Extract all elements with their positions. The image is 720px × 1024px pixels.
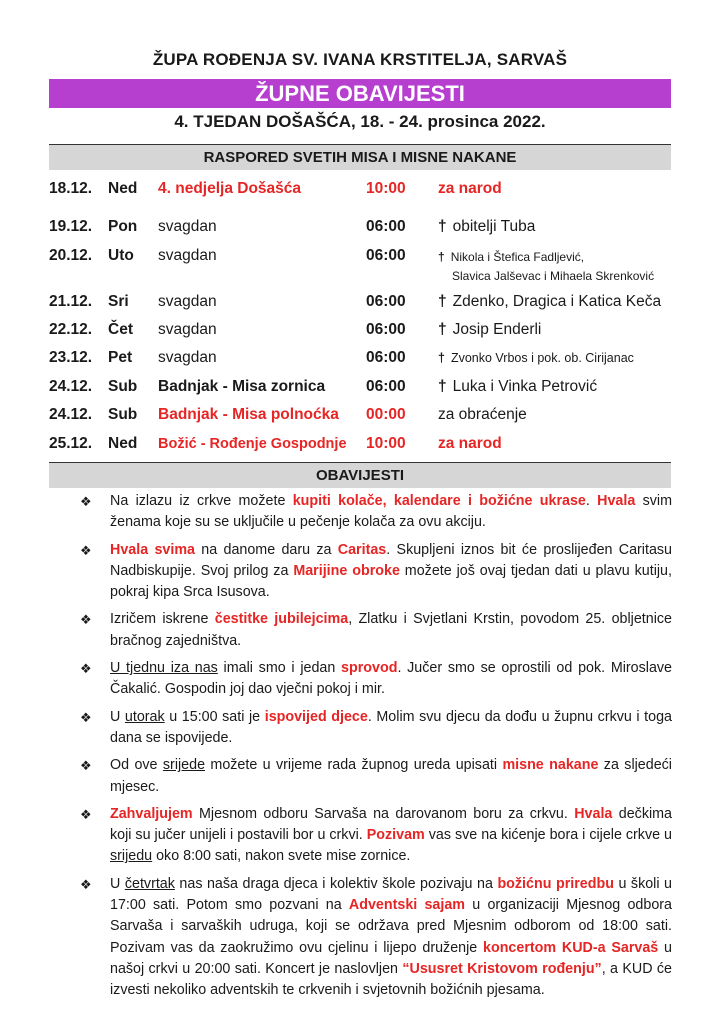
diamond-bullet-icon: ❖ <box>80 709 92 725</box>
mass-intention: † obitelji Tuba <box>438 218 536 235</box>
notice-item: ❖ Zahvaljujem Mjesnom odboru Sarvaša na darovanom boru za crkvu. Hvala dečkima koji su jučer unijeli i postavili bor u crkvi. Pozivam vas sve na kićenje bora i cijele crkve u srijedu oko 8:00 sati, nakon svete mise zornice. <box>80 805 672 865</box>
mass-intention: † Nikola i Štefica Fadljević, <box>438 250 585 264</box>
mass-date: 24.12. <box>49 378 93 395</box>
mass-time: 06:00 <box>366 247 406 264</box>
cross-icon: † <box>438 293 447 310</box>
mass-intention: † Zdenko, Dragica i Katica Keča <box>438 293 662 310</box>
mass-intention: za narod <box>438 435 502 452</box>
notice-item: ❖ Hvala svima na danome daru za Caritas. Skupljeni iznos bit će proslijeđen Caritasu Nadbiskupije. Svoj prilog za Marijine obroke možete još ovaj tjedan dati u plavu kutiju, pokraj kipa Srca Isusova. <box>80 541 672 601</box>
week-title: 4. TJEDAN DOŠAŠĆA, 18. - 24. prosinca 2022. <box>174 112 546 131</box>
mass-time: 10:00 <box>366 180 406 197</box>
mass-time: 00:00 <box>366 406 406 423</box>
mass-time: 06:00 <box>366 218 406 235</box>
mass-intention-continued: Slavica Jalševac i Mihaela Skrenković <box>452 269 655 283</box>
diamond-bullet-icon: ❖ <box>80 542 92 558</box>
mass-day: Sub <box>108 406 138 423</box>
diamond-bullet-icon: ❖ <box>80 876 92 892</box>
cross-icon: † <box>438 378 447 395</box>
mass-description: Božić - Rođenje Gospodnje <box>158 436 347 452</box>
notice-item: ❖ U utorak u 15:00 sati je ispovijed djece. Molim svu djecu da dođu u župnu crkvu i toga dana se ispovijede. <box>80 708 672 746</box>
cross-icon: † <box>438 321 447 338</box>
cross-icon: † <box>438 351 445 365</box>
mass-day: Ned <box>108 435 138 452</box>
mass-date: 23.12. <box>49 349 93 366</box>
notice-item: ❖ Na izlazu iz crkve možete kupiti kolače, kalendare i božićne ukrase. Hvala svim ženama koje su se uključile u pečenje kolača za ovu akciju. <box>80 493 672 531</box>
diamond-bullet-icon: ❖ <box>80 758 92 774</box>
notice-item: ❖ Od ove srijede možete u vrijeme rada župnog ureda upisati misne nakane za sljedeći mjesec. <box>80 757 672 795</box>
cross-icon: † <box>438 218 447 235</box>
mass-day: Sub <box>108 378 138 395</box>
mass-description: Badnjak - Misa zornica <box>158 378 326 395</box>
notice-item: ❖ Izričem iskrene čestitke jubilejcima, Zlatku i Svjetlani Krstin, povodom 25. obljetnice bračnog zajedništva. <box>80 611 672 649</box>
mass-day: Ned <box>108 180 138 197</box>
mass-date: 25.12. <box>49 435 93 452</box>
cross-icon: † <box>438 250 445 264</box>
mass-date: 19.12. <box>49 218 93 235</box>
diamond-bullet-icon: ❖ <box>80 661 92 677</box>
notices-list <box>0 491 720 1008</box>
mass-intention: † Zvonko Vrbos i pok. ob. Cirijanac <box>438 351 634 365</box>
mass-day: Pet <box>108 349 133 366</box>
mass-description: svagdan <box>158 293 217 310</box>
mass-day: Čet <box>108 321 133 338</box>
mass-time: 06:00 <box>366 293 406 310</box>
mass-date: 21.12. <box>49 293 93 310</box>
mass-intention: † Luka i Vinka Petrović <box>438 378 598 395</box>
mass-day: Uto <box>108 247 134 264</box>
mass-time: 06:00 <box>366 378 406 395</box>
schedule-heading: RASPORED SVETIH MISA I MISNE NAKANE <box>49 144 671 170</box>
mass-description: svagdan <box>158 349 217 366</box>
notice-item: ❖ U četvrtak nas naša draga djeca i kolektiv škole pozivaju na božićnu priredbu u školi u 17:00 sati. Potom smo pozvani na Adventski sajam u organizaciji Mjesnog odbora Sarvaša i sarvaških udruga, koji se održava pred Mjesnim odborom od 18:00 sati. Pozivam vas da zaokružimo ovu cjelinu i lijepo druženje koncertom KUD-a Sarvaš u našoj crkvi u 20:00 sati. Koncert je naslovljen “Ususret Kristovom rođenju”, a KUD će izvesti nekoliko adventskih te crkvenih i svjetovnih božićnih pjesama. <box>80 875 672 999</box>
mass-time: 06:00 <box>366 321 406 338</box>
announcements-banner: ŽUPNE OBAVIJESTI <box>49 79 671 108</box>
mass-description: 4. nedjelja Došašća <box>158 180 302 197</box>
notice-item: ❖ U tjednu iza nas imali smo i jedan sprovod. Jučer smo se oprostili od pok. Miroslave Čakalić. Gospodin joj dao vječni pokoj i mir. <box>80 660 672 698</box>
mass-description: Badnjak - Misa polnoćka <box>158 406 339 423</box>
mass-description: svagdan <box>158 321 217 338</box>
parish-name: ŽUPA ROĐENJA SV. IVANA KRSTITELJA, SARVAŠ <box>152 50 568 69</box>
mass-day: Sri <box>108 293 129 310</box>
mass-time: 10:00 <box>366 435 406 452</box>
notices-heading: OBAVIJESTI <box>49 462 671 488</box>
mass-time: 06:00 <box>366 349 406 366</box>
diamond-bullet-icon: ❖ <box>80 612 92 628</box>
mass-description: svagdan <box>158 247 217 264</box>
mass-description: svagdan <box>158 218 217 235</box>
mass-date: 18.12. <box>49 180 93 197</box>
mass-intention: za obraćenje <box>438 406 527 423</box>
mass-day: Pon <box>108 218 138 235</box>
diamond-bullet-icon: ❖ <box>80 806 92 822</box>
mass-date: 20.12. <box>49 247 93 264</box>
diamond-bullet-icon: ❖ <box>80 494 92 509</box>
mass-date: 22.12. <box>49 321 93 338</box>
mass-intention: † Josip Enderli <box>438 321 542 338</box>
mass-date: 24.12. <box>49 406 93 423</box>
mass-intention: za narod <box>438 180 502 197</box>
